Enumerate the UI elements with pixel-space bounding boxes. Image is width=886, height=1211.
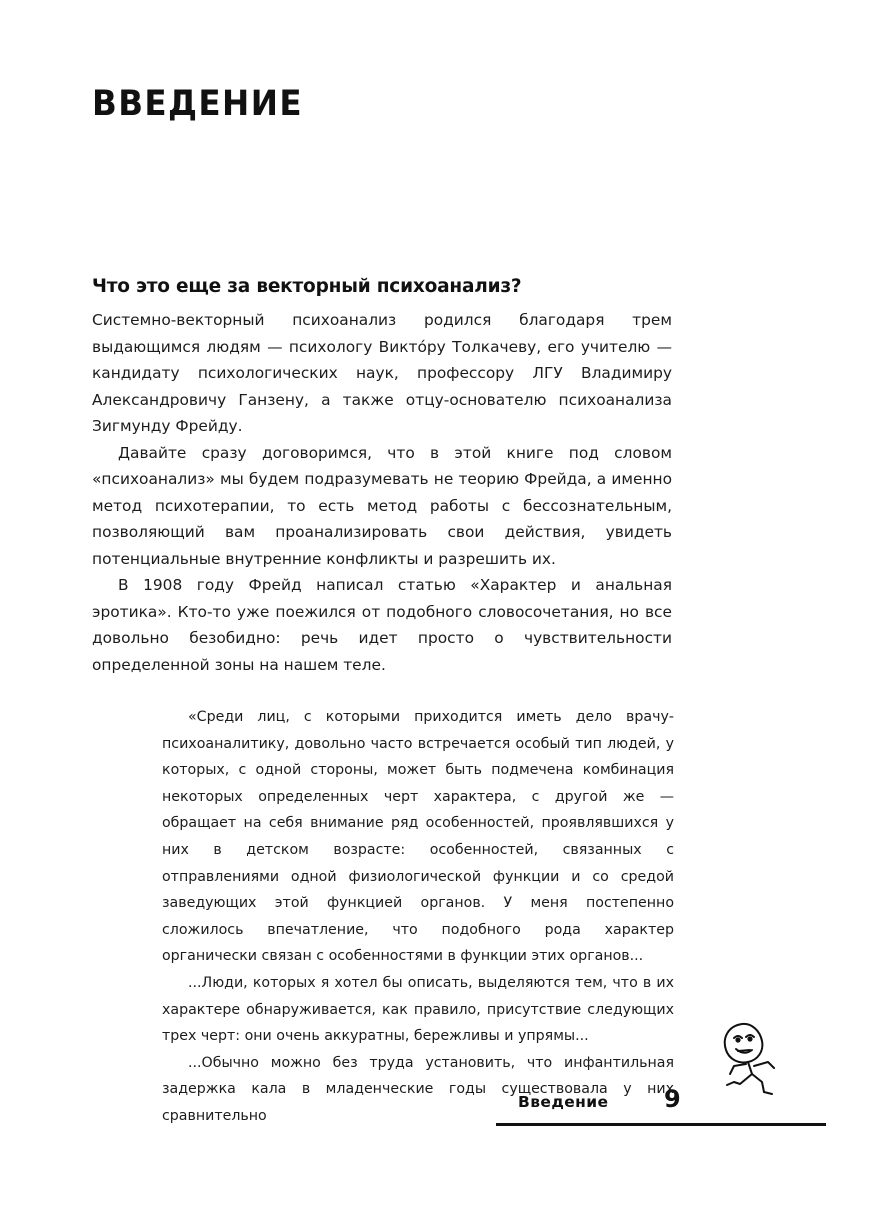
footer-section-label: Введение	[518, 1093, 609, 1111]
body-paragraph: Системно-векторный психоанализ родился благодаря трем выдающимся людям — психологу Викто́ру Толкачеву, его учителю — кандидату психологических наук, профессору ЛГУ Владимиру Александровичу Ганзену, а также отцу-основателю психоанализа Зигмунду Фрейду.	[92, 311, 672, 435]
quote-paragraph: ...Обычно можно без труда установить, что инфантильная задержка кала в младенческие годы существовала у них сравнительно	[162, 1054, 674, 1124]
quote-paragraph: ...Люди, которых я хотел бы описать, выделяются тем, что в их характере обнаруживается, как правило, присутствие следующих трех черт: они очень аккуратны, бережливы и упрямы...	[162, 974, 674, 1045]
page-content	[92, 276, 672, 1130]
quote-paragraph: «Среди лиц, с которыми приходится иметь дело врачу-психоаналитику, довольно часто встречается особый тип людей, у которых, с одной стороны, может быть подмечена комбинация некоторых определенных черт характера, с другой же — обращает на себя внимание ряд особенностей, проявлявшихся у них в детском возрасте: особенностей, связанных с отправлениями одной физиологической функции и со средой заведующих этой функцией органов. У меня постепенно сложилось впечатление, что подобного рода характер органически связан с особенностями в функции этих органов...	[162, 709, 674, 965]
page-number: 9	[664, 1085, 681, 1113]
body-paragraph: В 1908 году Фрейд написал статью «Характер и анальная эротика». Кто-то уже поежился от подобного словосочетания, но все довольно безобидно: речь идет просто о чувствительности определенной зоны на нашем теле.	[92, 576, 672, 674]
chapter-title: ВВЕДЕНИЕ	[92, 84, 303, 124]
quotation-block	[162, 704, 674, 1130]
body-paragraph: Давайте сразу договоримся, что в этой книге под словом «психоанализ» мы будем подразумевать не теорию Фрейда, а именно метод психотерапии, то есть метод работы с бессознательным, позволяющий вам проанализировать свои действия, увидеть потенциальные внутренние конфликты и разрешить их.	[92, 443, 672, 568]
page-footer	[496, 1085, 826, 1131]
section-heading: Что это еще за векторный психоанализ?	[92, 276, 522, 297]
footer-divider	[496, 1123, 826, 1126]
